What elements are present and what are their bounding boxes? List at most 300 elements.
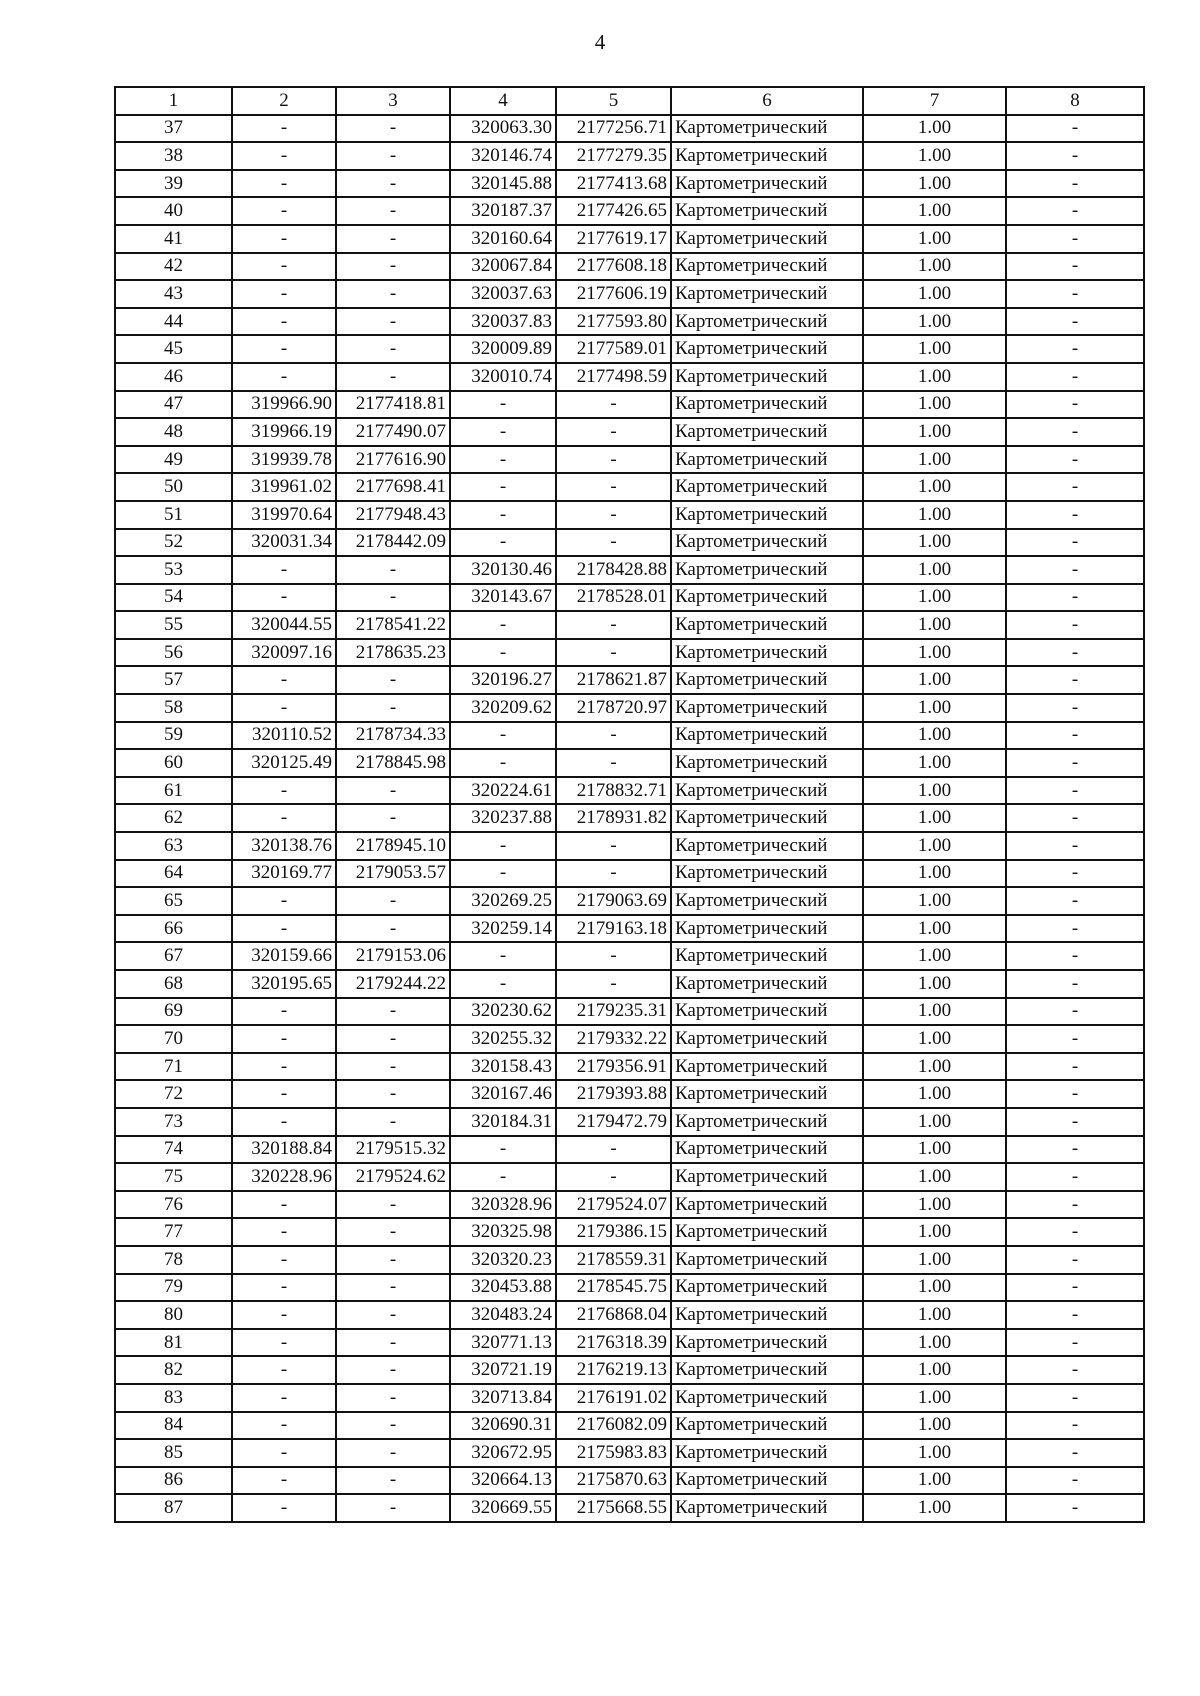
coord-y-old-cell: - [336,1246,450,1274]
accuracy-cell: 1.00 [863,860,1006,888]
note-cell: - [1006,1329,1144,1357]
coord-y-new-cell: 2178428.88 [556,556,671,584]
method-cell: Картометрический [671,197,863,225]
method-cell: Картометрический [671,280,863,308]
point-number-cell: 51 [115,501,232,529]
accuracy-cell: 1.00 [863,942,1006,970]
coord-x-old-cell: - [232,584,336,612]
note-cell: - [1006,584,1144,612]
accuracy-cell: 1.00 [863,1246,1006,1274]
note-cell: - [1006,335,1144,363]
method-cell: Картометрический [671,584,863,612]
method-cell: Картометрический [671,777,863,805]
coord-x-old-cell: - [232,1412,336,1440]
point-number-cell: 60 [115,749,232,777]
coord-y-old-cell: - [336,170,450,198]
coord-x-old-cell: 320228.96 [232,1163,336,1191]
point-number-cell: 59 [115,722,232,750]
coord-x-old-cell: 320195.65 [232,970,336,998]
accuracy-cell: 1.00 [863,804,1006,832]
header-row [115,87,1144,115]
coord-y-old-cell: - [336,804,450,832]
coord-x-new-cell: 320146.74 [450,142,556,170]
note-cell: - [1006,1301,1144,1329]
table-row [115,722,1144,750]
coord-y-new-cell: 2179393.88 [556,1080,671,1108]
method-cell: Картометрический [671,1246,863,1274]
coord-y-old-cell: - [336,197,450,225]
method-cell: Картометрический [671,1301,863,1329]
coord-y-old-cell: - [336,1218,450,1246]
coord-x-new-cell: 320009.89 [450,335,556,363]
method-cell: Картометрический [671,998,863,1026]
accuracy-cell: 1.00 [863,1494,1006,1522]
table-row [115,860,1144,888]
point-number-cell: 57 [115,666,232,694]
note-cell: - [1006,1246,1144,1274]
coord-y-old-cell: 2177698.41 [336,473,450,501]
method-cell: Картометрический [671,749,863,777]
coord-x-new-cell: - [450,1136,556,1164]
coord-y-new-cell: - [556,1163,671,1191]
point-number-cell: 61 [115,777,232,805]
coord-x-new-cell: 320187.37 [450,197,556,225]
coord-x-new-cell: - [450,942,556,970]
table-row [115,998,1144,1026]
note-cell: - [1006,1080,1144,1108]
coord-y-new-cell: 2179386.15 [556,1218,671,1246]
table-row [115,115,1144,143]
method-cell: Картометрический [671,887,863,915]
method-cell: Картометрический [671,225,863,253]
method-cell: Картометрический [671,1467,863,1495]
coord-y-new-cell: 2177256.71 [556,115,671,143]
point-number-cell: 48 [115,418,232,446]
table-body [115,115,1144,1522]
method-cell: Картометрический [671,556,863,584]
coord-x-new-cell: - [450,611,556,639]
method-cell: Картометрический [671,611,863,639]
coord-x-new-cell: 320230.62 [450,998,556,1026]
point-number-cell: 70 [115,1025,232,1053]
accuracy-cell: 1.00 [863,1218,1006,1246]
accuracy-cell: 1.00 [863,170,1006,198]
accuracy-cell: 1.00 [863,253,1006,281]
note-cell: - [1006,253,1144,281]
accuracy-cell: 1.00 [863,722,1006,750]
coord-x-old-cell: 320125.49 [232,749,336,777]
note-cell: - [1006,280,1144,308]
note-cell: - [1006,170,1144,198]
table-row [115,832,1144,860]
point-number-cell: 75 [115,1163,232,1191]
note-cell: - [1006,998,1144,1026]
coord-x-old-cell: - [232,280,336,308]
coord-x-new-cell: - [450,446,556,474]
coord-x-new-cell: 320690.31 [450,1412,556,1440]
method-cell: Картометрический [671,666,863,694]
table-row [115,1412,1144,1440]
table-row [115,225,1144,253]
method-cell: Картометрический [671,142,863,170]
coord-x-old-cell: - [232,115,336,143]
note-cell: - [1006,473,1144,501]
table-row [115,1163,1144,1191]
note-cell: - [1006,115,1144,143]
method-cell: Картометрический [671,1163,863,1191]
coord-x-old-cell: 320044.55 [232,611,336,639]
coord-x-old-cell: - [232,1274,336,1302]
accuracy-cell: 1.00 [863,1301,1006,1329]
accuracy-cell: 1.00 [863,556,1006,584]
coord-y-old-cell: 2179244.22 [336,970,450,998]
coord-x-old-cell: 320169.77 [232,860,336,888]
table-row [115,391,1144,419]
accuracy-cell: 1.00 [863,391,1006,419]
coord-y-new-cell: - [556,942,671,970]
accuracy-cell: 1.00 [863,1108,1006,1136]
coord-x-old-cell: - [232,1467,336,1495]
coord-x-old-cell: 319961.02 [232,473,336,501]
coord-y-old-cell: 2179515.32 [336,1136,450,1164]
point-number-cell: 37 [115,115,232,143]
coord-x-new-cell: 320664.13 [450,1467,556,1495]
coord-y-old-cell: - [336,1191,450,1219]
coord-y-old-cell: - [336,666,450,694]
accuracy-cell: 1.00 [863,584,1006,612]
note-cell: - [1006,1136,1144,1164]
coord-x-new-cell: 320143.67 [450,584,556,612]
coord-x-old-cell: - [232,804,336,832]
coord-y-old-cell: - [336,1108,450,1136]
point-number-cell: 54 [115,584,232,612]
coord-y-new-cell: 2175870.63 [556,1467,671,1495]
coord-y-old-cell: - [336,777,450,805]
point-number-cell: 67 [115,942,232,970]
column-header: 2 [232,87,336,115]
accuracy-cell: 1.00 [863,1191,1006,1219]
coord-x-old-cell: - [232,197,336,225]
note-cell: - [1006,1163,1144,1191]
coord-y-old-cell: - [336,115,450,143]
point-number-cell: 47 [115,391,232,419]
coord-y-new-cell: 2176318.39 [556,1329,671,1357]
coord-x-new-cell: 320224.61 [450,777,556,805]
point-number-cell: 52 [115,529,232,557]
note-cell: - [1006,722,1144,750]
method-cell: Картометрический [671,363,863,391]
coord-x-new-cell: 320325.98 [450,1218,556,1246]
column-header: 5 [556,87,671,115]
note-cell: - [1006,418,1144,446]
coord-y-old-cell: - [336,1467,450,1495]
note-cell: - [1006,363,1144,391]
coord-x-old-cell: - [232,335,336,363]
table-row [115,1329,1144,1357]
method-cell: Картометрический [671,1108,863,1136]
coord-x-old-cell: - [232,1246,336,1274]
coord-x-new-cell: - [450,473,556,501]
accuracy-cell: 1.00 [863,363,1006,391]
accuracy-cell: 1.00 [863,1136,1006,1164]
coord-y-old-cell: 2177418.81 [336,391,450,419]
accuracy-cell: 1.00 [863,998,1006,1026]
method-cell: Картометрический [671,501,863,529]
accuracy-cell: 1.00 [863,1163,1006,1191]
coord-y-new-cell: 2179356.91 [556,1053,671,1081]
coord-x-new-cell: 320167.46 [450,1080,556,1108]
note-cell: - [1006,391,1144,419]
coord-y-old-cell: - [336,1329,450,1357]
point-number-cell: 82 [115,1356,232,1384]
coord-x-new-cell: 320130.46 [450,556,556,584]
coord-y-new-cell: - [556,1136,671,1164]
table-row [115,197,1144,225]
coord-x-old-cell: - [232,1108,336,1136]
point-number-cell: 65 [115,887,232,915]
coord-y-old-cell: 2179153.06 [336,942,450,970]
coord-y-old-cell: - [336,225,450,253]
column-header: 6 [671,87,863,115]
note-cell: - [1006,1274,1144,1302]
method-cell: Картометрический [671,115,863,143]
coord-x-new-cell: 320453.88 [450,1274,556,1302]
table-row [115,142,1144,170]
table-row [115,1080,1144,1108]
point-number-cell: 63 [115,832,232,860]
method-cell: Картометрический [671,1053,863,1081]
note-cell: - [1006,446,1144,474]
coord-x-old-cell: - [232,363,336,391]
coord-y-old-cell: 2178945.10 [336,832,450,860]
table-row [115,1246,1144,1274]
coord-y-old-cell: - [336,998,450,1026]
coord-y-new-cell: 2178720.97 [556,694,671,722]
note-cell: - [1006,777,1144,805]
point-number-cell: 64 [115,860,232,888]
table-row [115,1439,1144,1467]
table-row [115,1218,1144,1246]
table-row [115,584,1144,612]
method-cell: Картометрический [671,860,863,888]
table-row [115,1274,1144,1302]
coord-x-old-cell: - [232,308,336,336]
coord-x-old-cell: 319966.19 [232,418,336,446]
coord-y-old-cell: - [336,887,450,915]
method-cell: Картометрический [671,1494,863,1522]
point-number-cell: 55 [115,611,232,639]
coord-y-old-cell: - [336,280,450,308]
coord-y-old-cell: - [336,308,450,336]
table-row [115,749,1144,777]
note-cell: - [1006,142,1144,170]
note-cell: - [1006,1356,1144,1384]
coord-y-old-cell: - [336,335,450,363]
point-number-cell: 76 [115,1191,232,1219]
accuracy-cell: 1.00 [863,308,1006,336]
coord-x-new-cell: 320037.63 [450,280,556,308]
coord-x-new-cell: - [450,970,556,998]
accuracy-cell: 1.00 [863,115,1006,143]
coord-x-new-cell: 320063.30 [450,115,556,143]
coord-y-new-cell: 2177619.17 [556,225,671,253]
point-number-cell: 77 [115,1218,232,1246]
coord-y-old-cell: - [336,1080,450,1108]
accuracy-cell: 1.00 [863,970,1006,998]
coord-y-new-cell: 2177593.80 [556,308,671,336]
coord-y-new-cell: - [556,860,671,888]
coord-y-old-cell: - [336,556,450,584]
accuracy-cell: 1.00 [863,1356,1006,1384]
note-cell: - [1006,1467,1144,1495]
note-cell: - [1006,1412,1144,1440]
point-number-cell: 39 [115,170,232,198]
coord-y-old-cell: - [336,363,450,391]
table-row [115,942,1144,970]
table-row [115,804,1144,832]
note-cell: - [1006,1108,1144,1136]
coord-y-old-cell: 2179053.57 [336,860,450,888]
page-number: 4 [594,30,606,54]
method-cell: Картометрический [671,473,863,501]
table-row [115,1467,1144,1495]
table-row [115,1025,1144,1053]
accuracy-cell: 1.00 [863,1329,1006,1357]
accuracy-cell: 1.00 [863,639,1006,667]
method-cell: Картометрический [671,722,863,750]
note-cell: - [1006,639,1144,667]
note-cell: - [1006,1218,1144,1246]
point-number-cell: 79 [115,1274,232,1302]
coord-x-new-cell: - [450,832,556,860]
point-number-cell: 87 [115,1494,232,1522]
coord-y-old-cell: 2178442.09 [336,529,450,557]
table-row [115,1053,1144,1081]
table-row [115,529,1144,557]
column-header: 7 [863,87,1006,115]
coord-y-old-cell: 2177490.07 [336,418,450,446]
method-cell: Картометрический [671,639,863,667]
method-cell: Картометрический [671,915,863,943]
coord-x-new-cell: 320184.31 [450,1108,556,1136]
method-cell: Картометрический [671,1025,863,1053]
coord-x-new-cell: 320259.14 [450,915,556,943]
note-cell: - [1006,556,1144,584]
coord-x-old-cell: - [232,1053,336,1081]
point-number-cell: 81 [115,1329,232,1357]
coord-y-new-cell: 2176082.09 [556,1412,671,1440]
coord-x-new-cell: - [450,501,556,529]
table-row [115,418,1144,446]
coord-x-new-cell: - [450,639,556,667]
coord-x-new-cell: 320145.88 [450,170,556,198]
table-row [115,1301,1144,1329]
method-cell: Картометрический [671,804,863,832]
coord-y-old-cell: - [336,694,450,722]
coord-x-old-cell: - [232,556,336,584]
accuracy-cell: 1.00 [863,197,1006,225]
coord-x-new-cell: 320713.84 [450,1384,556,1412]
point-number-cell: 62 [115,804,232,832]
coord-x-old-cell: - [232,1191,336,1219]
coord-y-new-cell: 2177426.65 [556,197,671,225]
method-cell: Картометрический [671,335,863,363]
accuracy-cell: 1.00 [863,666,1006,694]
accuracy-cell: 1.00 [863,1412,1006,1440]
coord-y-new-cell: 2178621.87 [556,666,671,694]
coord-x-new-cell: 320010.74 [450,363,556,391]
table-row [115,446,1144,474]
note-cell: - [1006,804,1144,832]
coord-y-old-cell: 2177616.90 [336,446,450,474]
coord-y-old-cell: - [336,584,450,612]
method-cell: Картометрический [671,970,863,998]
coord-y-old-cell: - [336,1439,450,1467]
coord-y-new-cell: 2177498.59 [556,363,671,391]
coord-y-new-cell: 2179332.22 [556,1025,671,1053]
coord-y-old-cell: - [336,1301,450,1329]
point-number-cell: 84 [115,1412,232,1440]
table-row [115,363,1144,391]
point-number-cell: 44 [115,308,232,336]
point-number-cell: 85 [115,1439,232,1467]
method-cell: Картометрический [671,694,863,722]
coord-y-old-cell: 2178734.33 [336,722,450,750]
point-number-cell: 49 [115,446,232,474]
coord-y-old-cell: - [336,1274,450,1302]
note-cell: - [1006,225,1144,253]
coord-x-old-cell: - [232,915,336,943]
coord-x-new-cell: 320237.88 [450,804,556,832]
note-cell: - [1006,942,1144,970]
coord-y-new-cell: - [556,418,671,446]
coord-y-old-cell: - [336,1356,450,1384]
coord-x-new-cell: - [450,1163,556,1191]
note-cell: - [1006,915,1144,943]
coord-y-new-cell: - [556,611,671,639]
accuracy-cell: 1.00 [863,694,1006,722]
coord-x-old-cell: 319970.64 [232,501,336,529]
coord-y-new-cell: - [556,391,671,419]
point-number-cell: 46 [115,363,232,391]
coord-y-new-cell: 2177608.18 [556,253,671,281]
coord-y-new-cell: - [556,446,671,474]
coord-y-old-cell: - [336,1494,450,1522]
accuracy-cell: 1.00 [863,777,1006,805]
table-row [115,1356,1144,1384]
point-number-cell: 68 [115,970,232,998]
accuracy-cell: 1.00 [863,749,1006,777]
coord-y-old-cell: - [336,1053,450,1081]
coord-x-new-cell: 320721.19 [450,1356,556,1384]
coord-y-new-cell: 2178559.31 [556,1246,671,1274]
table-row [115,777,1144,805]
table-row [115,970,1144,998]
note-cell: - [1006,529,1144,557]
method-cell: Картометрический [671,1136,863,1164]
coord-y-new-cell: 2178545.75 [556,1274,671,1302]
method-cell: Картометрический [671,446,863,474]
point-number-cell: 40 [115,197,232,225]
coord-x-new-cell: 320067.84 [450,253,556,281]
coord-y-old-cell: - [336,915,450,943]
coord-x-old-cell: - [232,1025,336,1053]
method-cell: Картометрический [671,1274,863,1302]
coord-y-new-cell: - [556,749,671,777]
point-number-cell: 50 [115,473,232,501]
coord-x-old-cell: - [232,887,336,915]
coord-y-new-cell: - [556,970,671,998]
